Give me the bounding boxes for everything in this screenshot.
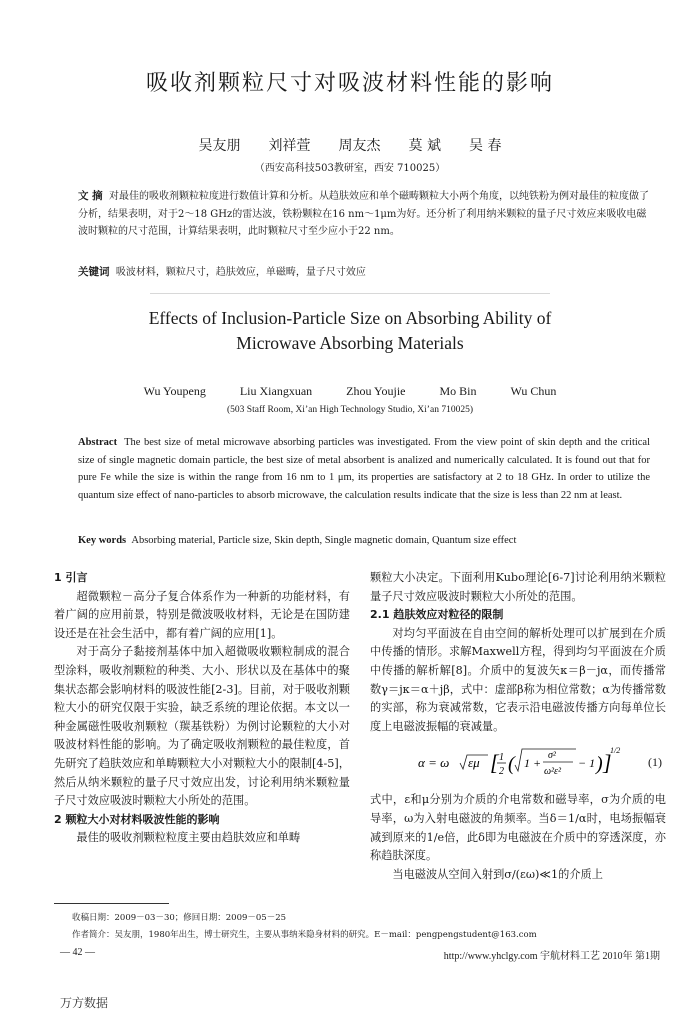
watermark: 万方数据 xyxy=(60,996,109,1010)
cn-abstract-text: 对最佳的吸收剂颗粒粒度进行数值计算和分析。从趋肤效应和单个磁畴颗粒大小两个角度，以纯铁粉为例对最佳的粒度做了分析，结果表明，对于2～18 GHz的雷达波，铁粉颗粒在16 nm～1μm为好。还分析了利用纳米颗粒的量子尺寸效应来吸收电磁波时颗粒的尺寸范围，计算结果表明，此时颗粒尺寸至少应小于22 nm。 xyxy=(78,191,650,237)
footnote-rule xyxy=(54,903,169,904)
footnotes xyxy=(72,910,662,944)
page-number: — 42 — xyxy=(60,947,95,958)
footnote-author: 作者简介：吴友朋，1980年出生，博士研究生，主要从事纳米隐身材料的研究。E－mail：pengpengstudent@163.com xyxy=(72,930,537,940)
section-heading: 2.1 趋肤效应对粒径的限制 xyxy=(370,608,504,622)
author: 周友杰 xyxy=(338,138,381,154)
paragraph: 当电磁波从空间入射到σ/(εω)≪1的介质上 xyxy=(392,867,603,881)
en-title-line: Effects of Inclusion-Particle Size on Absorbing Ability of xyxy=(148,308,552,328)
paragraph: 超微颗粒－高分子复合体系作为一种新的功能材料，有着广阔的应用前景，特别是微波吸收材料，无论是在国防建设还是在社会生活中，都有着广阔的应用[1]。 xyxy=(54,589,350,640)
paragraph: 对于高分子黏接剂基体中加入超微吸收颗粒制成的混合型涂料，吸收剂颗粒的种类、大小、形状以及在基体中的聚集状态都会影响材料的吸波性能[2-3]。目前，对于吸收剂颗粒大小的研究仅限于实验，缺乏系统的理论依据。本文以一种金属磁性吸收剂颗粒（羰基铁粉）为例讨论颗粒的大小对吸波材料性能的影响。为了确定吸收剂颗粒的最佳粒度，首先研究了趋肤效应和单畴颗粒大小对颗粒大小的限制[4-5]，然后从纳米颗粒的量子尺寸效应出发，讨论利用纳米颗粒量子尺寸效应吸波时颗粒大小所处的范围。 xyxy=(54,645,350,808)
cn-abstract xyxy=(78,188,650,241)
cn-keywords-text: 吸波材料，颗粒尺寸，趋肤效应，单磁畴，量子尺寸效应 xyxy=(115,267,366,278)
en-keywords-text: Absorbing material, Particle size, Skin depth, Single magnetic domain, Quantum size effect xyxy=(131,535,517,546)
author: Wu Youpeng xyxy=(143,384,206,398)
svg-text:1: 1 xyxy=(499,752,504,764)
en-title-line: Microwave Absorbing Materials xyxy=(236,333,464,353)
en-title xyxy=(0,306,700,356)
en-keywords-label: Key words xyxy=(78,535,127,546)
cn-abstract-label: 文 摘 xyxy=(78,190,103,202)
svg-text:εμ: εμ xyxy=(468,755,480,771)
en-abstract-text: The best size of metal microwave absorbing particles was investigated. From the view point of skin depth and the critical size of single magnetic domain particle, the best size of metal absorbent is analized and numerically calculated. It is found out that for pure Fe while the size is within the range from 16 nm to 1 μm, its properties are satisfactory at 2 to 18 GHz. In order to utilize the quantum size effect of nano-particles to absorb microwave, the calculation results indicate that the size is less than 22 nm at least. xyxy=(78,437,651,501)
author: 吴 春 xyxy=(469,138,502,154)
author: Zhou Youjie xyxy=(346,384,406,398)
author: Wu Chun xyxy=(510,384,557,398)
en-abstract-label: Abstract xyxy=(78,437,118,448)
right-column xyxy=(370,569,666,884)
paragraph: 式中，ε和μ分别为介质的介电常数和磁导率，σ为介质的电导率，ω为入射电磁波的角频率。当δ＝1/α时，电场振幅衰减到原来的1/e倍，此δ即为电磁波在介质中的穿透深度，亦称趋肤深度。 xyxy=(370,793,666,863)
svg-text:ω²ε²: ω²ε² xyxy=(544,766,561,778)
equation-1 xyxy=(370,743,666,781)
en-authors xyxy=(0,384,700,399)
cn-authors xyxy=(0,135,700,155)
author: 莫 斌 xyxy=(408,138,441,154)
author: 刘祥萱 xyxy=(268,138,311,154)
journal-footer: http://www.yhclgy.com 宇航材料工艺 2010年 第1期 xyxy=(443,951,660,962)
svg-text:): ) xyxy=(596,753,603,776)
cn-title: 吸收剂颗粒尺寸对吸波材料性能的影响 xyxy=(145,71,554,96)
cn-keywords xyxy=(78,264,650,282)
svg-text:− 1: − 1 xyxy=(578,756,596,771)
footnote-dates: 收稿日期：2009－03－30；修回日期：2009－05－25 xyxy=(72,913,287,923)
author: Liu Xiangxuan xyxy=(239,384,313,398)
cn-affiliation: （西安高科技503教研室，西安 710025） xyxy=(254,163,446,174)
equation-number: (1) xyxy=(648,755,662,770)
svg-text:1 +: 1 + xyxy=(524,756,542,771)
paragraph: 最佳的吸收剂颗粒粒度主要由趋肤效应和单畴 xyxy=(76,831,301,845)
paragraph: 颗粒大小决定。下面利用Kubo理论[6-7]讨论利用纳米颗粒量子尺寸效应吸波时颗粒大小所处的范围。 xyxy=(370,571,666,603)
svg-text:1/2: 1/2 xyxy=(610,746,621,756)
svg-text:[: [ xyxy=(490,750,499,776)
divider xyxy=(150,293,550,294)
section-heading: 1 引言 xyxy=(54,571,88,584)
section-heading: 2 颗粒大小对材料吸波性能的影响 xyxy=(54,812,220,826)
svg-text:σ²: σ² xyxy=(548,750,556,762)
cn-keywords-label: 关键词 xyxy=(78,266,110,278)
svg-text:]: ] xyxy=(603,750,612,776)
author: Mo Bin xyxy=(439,384,477,398)
equation-formula xyxy=(418,743,621,781)
left-column xyxy=(54,569,350,848)
svg-text:2: 2 xyxy=(499,766,504,778)
svg-text:(: ( xyxy=(508,753,515,776)
author: 吴友朋 xyxy=(198,138,241,154)
en-keywords xyxy=(78,532,650,550)
en-affiliation: (503 Staff Room, Xi’an High Technology Studio, Xi’an 710025) xyxy=(227,405,473,415)
paragraph: 对均匀平面波在自由空间的解析处理可以扩展到在介质中传播的情形。求解Maxwell方程，得到均匀平面波在介质中传播的解析解[8]。介质中的复波矢κ＝β－jα，而传播常数γ＝jκ＝α＋jβ，式中：虚部β称为相位常数；α为传播常数的实部，称为衰减常数，它表示沿电磁波传播方向每单位长度上电磁波振幅的衰减量。 xyxy=(370,626,666,733)
svg-text:α = ω: α = ω xyxy=(418,755,450,771)
en-abstract xyxy=(78,434,650,504)
